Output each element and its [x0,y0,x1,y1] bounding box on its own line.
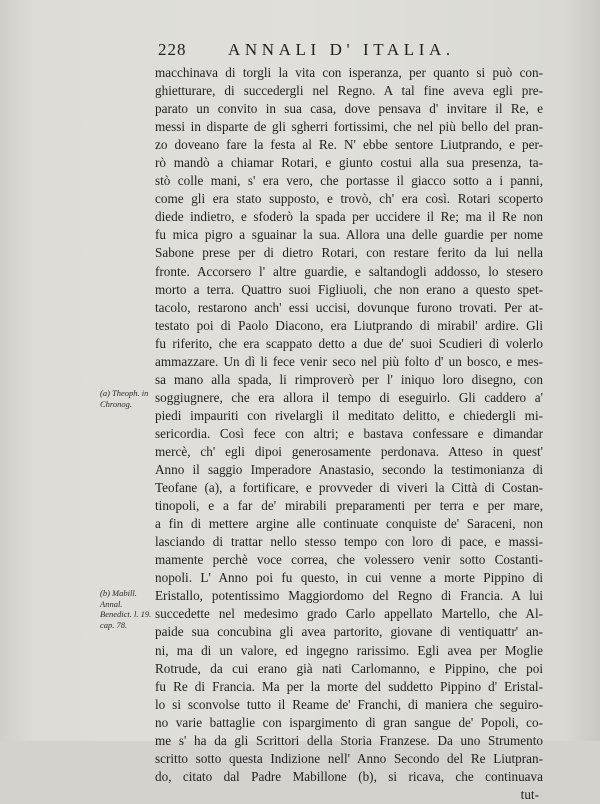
text-line: stò colle mani, s' era vero, che portasse il giacco sotto a i panni, [155,173,543,189]
text-line: a fin di mettere argine alle continuate conquiste de' Saraceni, non [155,516,543,532]
page-number: 228 [158,40,187,59]
text-line: tinopoli, e a far de' mirabili preparamenti per terra e per mare, [155,498,543,514]
text-line: soggiugnere, che era allora il tempo di eseguirlo. Gli caddero a' [155,389,543,405]
text-line: tacolo, restarono anch' essi uccisi, dovunque furono trovati. Per at- [155,299,543,315]
margin-note-b: (b) Mabill. Annal. Benedict. l. 19. cap. 78. [100,588,152,630]
text-line: mamente perchè voce correa, che volessero venir sotto Costanti- [155,552,543,568]
text-line: tut- [520,786,539,802]
text-line: paide sua concubina gli avea partorito, giovane di ventiquattr' an- [155,624,543,640]
text-line: ghietturare, di succedergli nel Regno. A tal fine aveva egli pre- [155,83,543,99]
text-line: rò mandò a chiamar Rotari, e giunto costui alla sua presenza, ta- [155,155,543,171]
text-line: succedette nel medesimo grado Carlo appellato Martello, che Al- [155,606,543,622]
text-line: Rotrude, da cui erano già nati Carlomanno, e Pippino, che poi [155,660,543,676]
running-title: ANNALI D' ITALIA. [228,40,455,59]
text-line: lo si sconvolse tutto il Reame de' Franchi, di maniera che seguiro- [155,696,543,712]
text-line: fronte. Accorsero l' altre guardie, e saltandogli addosso, lo stesero [155,263,543,279]
text-line: fu mica pigro a sguainar la sua. Allora una delle guardie per nome [155,227,543,243]
text-line: diede indietro, e sfoderò la spada per uccidere il Re; ma il Re non [155,209,543,225]
text-line: sericordia. Così fece con altri; e bastava confessare e dimandar [155,425,543,441]
text-line: parato un convito in sua casa, dove pensava d' invitare il Re, e [155,101,543,117]
text-line: nopoli. L' Anno poi fu questo, in cui venne a morte Pippino di [155,570,543,586]
text-line: piedi impauriti con rivelargli il meditato delitto, e chiedergli mi- [155,407,543,423]
text-line: zo doveano fare la festa al Re. N' ebbe sentore Liutprando, e per- [155,137,543,153]
text-line: Anno il saggio Imperadore Anastasio, secondo la testimonianza di [155,462,543,478]
text-line: morto a terra. Quattro suoi Figliuoli, che non erano a questo spet- [155,281,543,297]
body-text [155,64,543,804]
text-line: lasciando di trattar nello stesso tempo con loro di pace, e massi- [155,534,543,550]
text-line: sa mano alla spada, li rimproverò per l' iniquo loro disegno, con [155,371,543,387]
text-line: testato poi di Paolo Diacono, era Liutprando di mirabil' ardire. Gli [155,317,543,333]
text-line: ni, ma di un valore, ed ingegno rarissimo. Egli avea per Moglie [155,642,543,658]
text-line: messi in disparte de gli sgherri fortissimi, che nel più bello del pran- [155,119,543,135]
text-line: scritto sotto questa Indizione nell' Anno Secondo del Re Liutpran- [155,750,543,766]
margin-note-a: (a) Theoph. in Chronog. [100,388,149,409]
text-line: mercè, ch' egli dipoi generosamente perdonava. Atteso in quest' [155,443,543,459]
text-line: fu Re di Francia. Ma per la morte del suddetto Pippino d' Eristal- [155,678,543,694]
text-line: Teofane (a), a fortificare, e provveder di viveri la Città di Costan- [155,480,543,496]
text-line: ammazzare. Un dì li fece venir seco nel più folto d' un bosco, e mes- [155,353,543,369]
text-line: fu riferito, che era scappato detto a due de' suoi Scudieri di volerlo [155,335,543,351]
text-line: Sabone prese per di dietro Rotari, con restare ferito da lui nella [155,245,543,261]
text-line: no varie battaglie con ispargimento di gran sangue de' Popoli, co- [155,714,543,730]
text-line: me s' ha da gli Scrittori della Storia Franzese. Da uno Strumento [155,732,543,748]
text-line: do, citato dal Padre Mabillone (b), si ricava, che continuava [155,768,543,784]
text-line: Eristallo, potentissimo Maggiordomo del Regno di Francia. A lui [155,588,543,604]
text-line: come gli era stato supposto, e trovò, ch' era così. Rotari scoperto [155,191,543,207]
text-line: macchinava di torgli la vita con isperanza, per quanto si può con- [155,65,543,80]
